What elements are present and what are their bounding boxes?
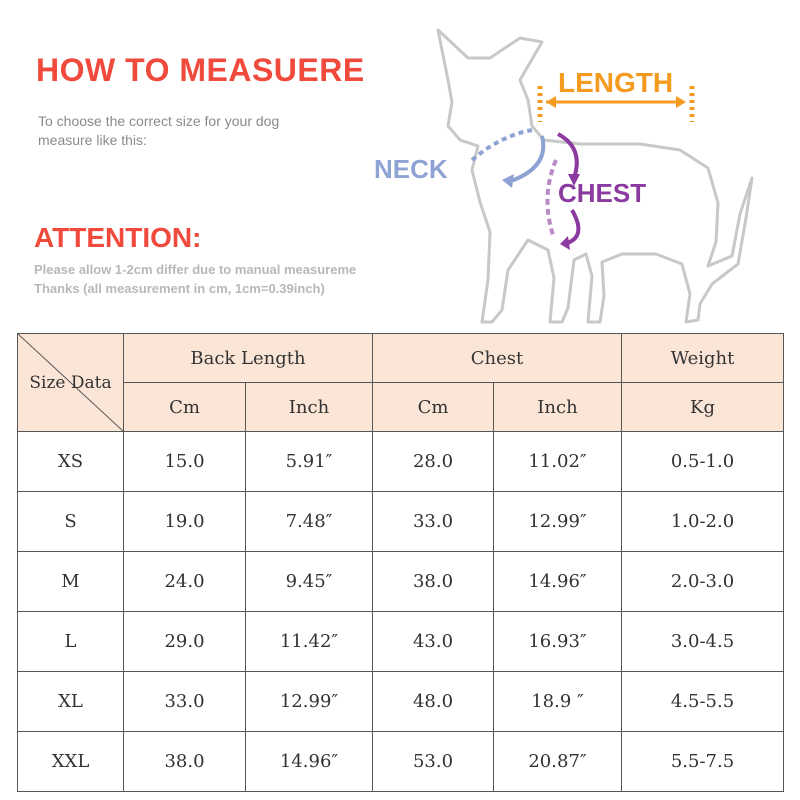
intro-text [38, 112, 338, 150]
table-cell: 24.0 [124, 552, 246, 612]
table-cell: 28.0 [373, 432, 494, 492]
unit-header-cm: Cm [373, 383, 494, 432]
table-cell: 14.96″ [494, 552, 622, 612]
group-header-weight: Weight [622, 334, 784, 383]
table-row [18, 672, 784, 732]
table-cell: 14.96″ [246, 732, 373, 792]
table-cell: 38.0 [373, 552, 494, 612]
unit-header-inch: Inch [494, 383, 622, 432]
table-cell: 29.0 [124, 612, 246, 672]
table-cell: 11.42″ [246, 612, 373, 672]
size-cell: XXL [18, 732, 124, 792]
table-cell: 43.0 [373, 612, 494, 672]
group-header-chest: Chest [373, 334, 622, 383]
table-cell: 12.99″ [494, 492, 622, 552]
table-cell: 11.02″ [494, 432, 622, 492]
table-cell: 19.0 [124, 492, 246, 552]
table-cell: 18.9 ″ [494, 672, 622, 732]
table-cell: 16.93″ [494, 612, 622, 672]
table-cell: 48.0 [373, 672, 494, 732]
unit-header-cm: Cm [124, 383, 246, 432]
note-line-2: Thanks (all measurement in cm, 1cm=0.39inch) [34, 281, 325, 296]
table-cell: 3.0-4.5 [622, 612, 784, 672]
size-chart-table [17, 333, 784, 792]
group-header-row [18, 334, 784, 383]
dog-measure-diagram [360, 18, 760, 338]
size-cell: XL [18, 672, 124, 732]
chest-label: CHEST [558, 178, 647, 208]
size-cell: S [18, 492, 124, 552]
intro-line-1: To choose the correct size for your dog [38, 113, 280, 129]
attention-note [34, 260, 394, 298]
table-cell: 15.0 [124, 432, 246, 492]
table-cell: 4.5-5.5 [622, 672, 784, 732]
unit-header-kg: Kg [622, 383, 784, 432]
length-label: LENGTH [558, 67, 674, 98]
table-cell: 33.0 [373, 492, 494, 552]
table-row [18, 732, 784, 792]
neck-label: NECK [374, 154, 448, 184]
page-title: HOW TO MEASUERE [36, 52, 365, 88]
table-row [18, 552, 784, 612]
neck-marker [472, 130, 543, 188]
table-cell: 5.91″ [246, 432, 373, 492]
intro-line-2: measure like this: [38, 132, 147, 148]
table-cell: 38.0 [124, 732, 246, 792]
table-cell: 20.87″ [494, 732, 622, 792]
table-row [18, 432, 784, 492]
table-row [18, 492, 784, 552]
unit-header-row [18, 383, 784, 432]
size-cell: M [18, 552, 124, 612]
group-header-back-length: Back Length [124, 334, 373, 383]
table-cell: 7.48″ [246, 492, 373, 552]
table-cell: 53.0 [373, 732, 494, 792]
table-cell: 33.0 [124, 672, 246, 732]
table-cell: 5.5-7.5 [622, 732, 784, 792]
table-cell: 0.5-1.0 [622, 432, 784, 492]
table-row [18, 612, 784, 672]
table-cell: 2.0-3.0 [622, 552, 784, 612]
attention-heading: ATTENTION: [34, 222, 202, 253]
size-cell: XS [18, 432, 124, 492]
size-cell: L [18, 612, 124, 672]
corner-label: Size Data [29, 373, 112, 393]
unit-header-inch: Inch [246, 383, 373, 432]
corner-cell [18, 334, 124, 432]
table-cell: 9.45″ [246, 552, 373, 612]
note-line-1: Please allow 1-2cm differ due to manual measureme [34, 262, 357, 277]
table-cell: 12.99″ [246, 672, 373, 732]
table-cell: 1.0-2.0 [622, 492, 784, 552]
